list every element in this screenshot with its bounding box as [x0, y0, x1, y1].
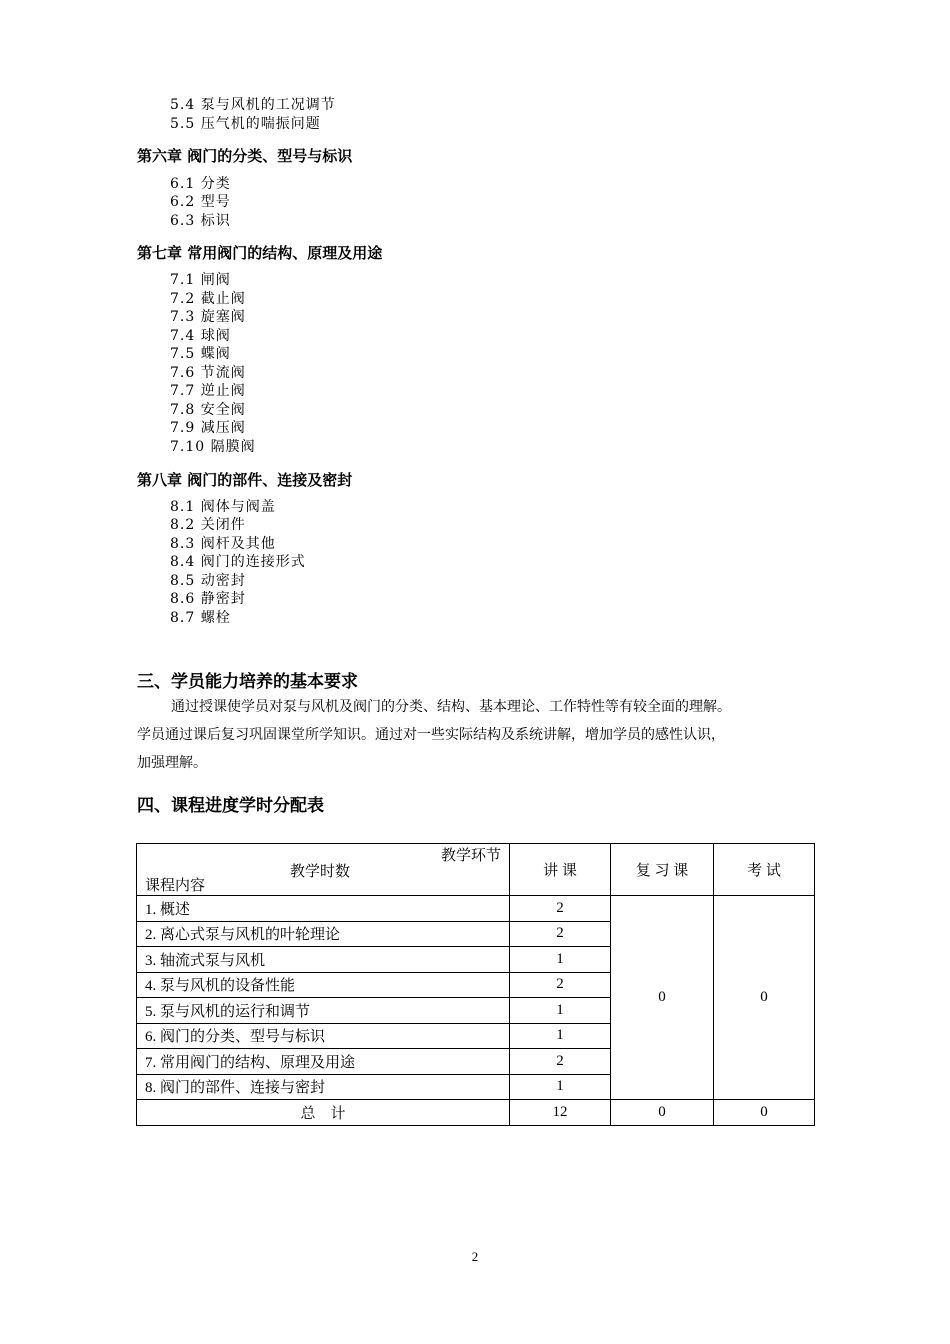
row-lecture: 2	[510, 896, 611, 922]
paragraph-line: 加强理解。	[137, 755, 207, 771]
toc-item: 8.6 静密封	[170, 591, 246, 607]
section-title: 四、课程进度学时分配表	[137, 796, 324, 816]
toc-item: 7.9 减压阀	[170, 420, 246, 436]
toc-item: 8.4 阀门的连接形式	[170, 554, 306, 570]
toc-item: 7.10 隔膜阀	[170, 439, 256, 455]
row-lecture: 1	[510, 1023, 611, 1049]
toc-item: 5.5 压气机的喘振问题	[170, 116, 321, 132]
chapter-title: 第七章 常用阀门的结构、原理及用途	[137, 244, 383, 262]
header-review: 复 习 课	[611, 844, 714, 896]
header-exam: 考 试	[714, 844, 815, 896]
toc-item: 7.8 安全阀	[170, 402, 246, 418]
row-lecture: 2	[510, 972, 611, 998]
toc-item: 8.7 螺栓	[170, 610, 231, 626]
toc-item: 8.5 动密封	[170, 573, 246, 589]
header-lecture: 讲 课	[510, 844, 611, 896]
total-lecture: 12	[510, 1100, 611, 1126]
toc-item: 7.5 蝶阀	[170, 346, 231, 362]
paragraph-line: 学员通过课后复习巩固课堂所学知识。通过对一些实际结构及系统讲解，增加学员的感性认识，	[137, 727, 725, 743]
total-review: 0	[611, 1100, 714, 1126]
toc-item: 6.1 分类	[170, 176, 231, 192]
row-lecture: 1	[510, 1074, 611, 1100]
toc-item: 7.2 截止阀	[170, 291, 246, 307]
row-lecture: 1	[510, 998, 611, 1024]
page-number: 2	[471, 1249, 479, 1264]
row-content: 7. 常用阀门的结构、原理及用途	[137, 1049, 510, 1075]
toc-item: 6.2 型号	[170, 194, 231, 210]
table-corner-header	[137, 844, 510, 896]
corner-label-bottom: 课程内容	[145, 878, 206, 894]
section-title: 三、学员能力培养的基本要求	[137, 672, 358, 692]
toc-item: 8.2 关闭件	[170, 517, 246, 533]
row-content: 5. 泵与风机的运行和调节	[137, 998, 510, 1024]
corner-label-mid: 教学时数	[290, 864, 351, 880]
toc-item: 7.6 节流阀	[170, 365, 246, 381]
row-content: 8. 阀门的部件、连接与密封	[137, 1074, 510, 1100]
row-content: 3. 轴流式泵与风机	[137, 947, 510, 973]
total-label: 总 计	[137, 1100, 510, 1126]
toc-item: 5.4 泵与风机的工况调节	[170, 97, 336, 113]
row-content: 2. 离心式泵与风机的叶轮理论	[137, 921, 510, 947]
toc-item: 7.3 旋塞阀	[170, 309, 246, 325]
toc-item: 8.1 阀体与阀盖	[170, 499, 276, 515]
table-row	[137, 896, 815, 922]
paragraph-line: 通过授课使学员对泵与风机及阀门的分类、结构、基本理论、工作特性等有较全面的理解。	[171, 699, 731, 715]
section-paragraph	[137, 693, 827, 777]
row-content: 1. 概述	[137, 896, 510, 922]
review-merged: 0	[611, 896, 714, 1100]
schedule-table	[136, 843, 815, 1126]
row-lecture: 2	[510, 921, 611, 947]
total-row	[137, 1100, 815, 1126]
row-content: 6. 阀门的分类、型号与标识	[137, 1023, 510, 1049]
exam-merged: 0	[714, 896, 815, 1100]
row-lecture: 2	[510, 1049, 611, 1075]
toc-item: 7.4 球阀	[170, 328, 231, 344]
total-exam: 0	[714, 1100, 815, 1126]
toc-item: 7.7 逆止阀	[170, 383, 246, 399]
chapter-title: 第八章 阀门的部件、连接及密封	[137, 471, 353, 489]
row-lecture: 1	[510, 947, 611, 973]
row-content: 4. 泵与风机的设备性能	[137, 972, 510, 998]
toc-item: 6.3 标识	[170, 213, 231, 229]
toc-item: 7.1 闸阀	[170, 272, 231, 288]
corner-label-top: 教学环节	[440, 848, 501, 864]
toc-item: 8.3 阀杆及其他	[170, 536, 276, 552]
chapter-title: 第六章 阀门的分类、型号与标识	[137, 147, 353, 165]
